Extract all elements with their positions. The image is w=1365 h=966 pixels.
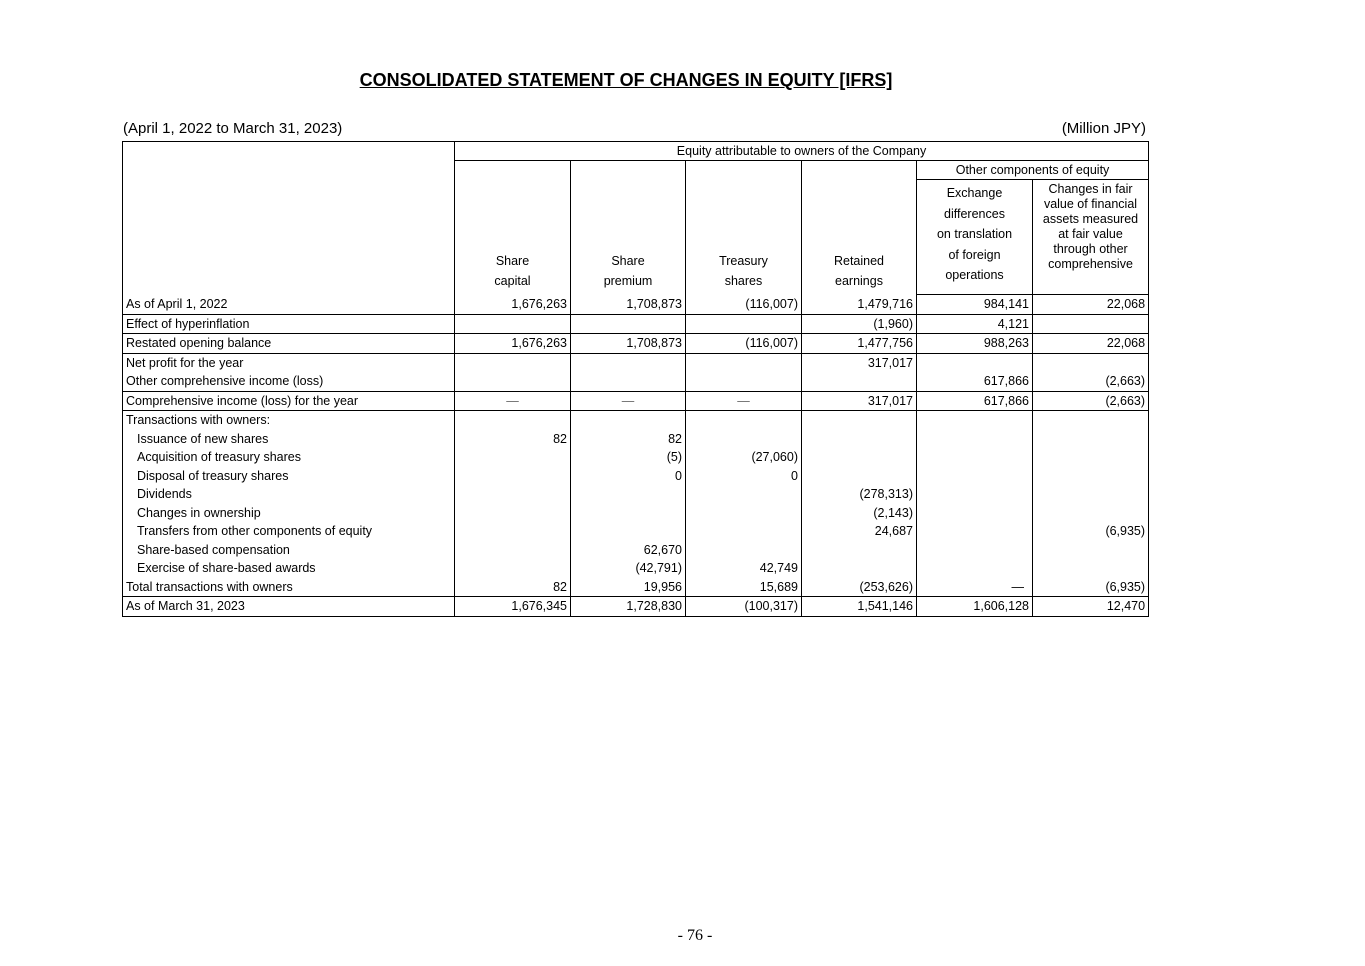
cell-retained-earnings: 1,479,716	[802, 295, 917, 315]
cell-treasury-shares: (116,007)	[686, 334, 802, 354]
cell-retained-earnings	[802, 448, 917, 467]
cell-share-capital: 1,676,345	[455, 597, 571, 617]
row-label: Disposal of treasury shares	[123, 467, 455, 486]
cell-treasury-shares: 0	[686, 467, 802, 486]
header-exchange-differences: Exchange differences on translation of foreign operations	[917, 180, 1033, 295]
row-label: Transfers from other components of equity	[123, 522, 455, 541]
cell-share-capital	[455, 559, 571, 578]
cell-share-capital: 1,676,263	[455, 295, 571, 315]
cell-exchange-differences	[917, 448, 1033, 467]
table-row	[123, 334, 1149, 354]
cell-treasury-shares	[686, 522, 802, 541]
cell-share-capital	[455, 314, 571, 334]
cell-fair-value	[1033, 411, 1149, 430]
row-label: Total transactions with owners	[123, 578, 455, 597]
cell-treasury-shares: 42,749	[686, 559, 802, 578]
cell-exchange-differences	[917, 485, 1033, 504]
cell-exchange-differences	[917, 467, 1033, 486]
cell-treasury-shares: 15,689	[686, 578, 802, 597]
cell-exchange-differences	[917, 504, 1033, 523]
cell-share-premium	[571, 411, 686, 430]
table-row	[123, 314, 1149, 334]
cell-share-premium	[571, 353, 686, 372]
table-row	[123, 372, 1149, 391]
cell-treasury-shares	[686, 430, 802, 449]
cell-retained-earnings	[802, 430, 917, 449]
cell-retained-earnings	[802, 467, 917, 486]
cell-share-premium: 82	[571, 430, 686, 449]
cell-fair-value	[1033, 430, 1149, 449]
table-row	[123, 541, 1149, 560]
cell-share-premium: 19,956	[571, 578, 686, 597]
cell-fair-value: (2,663)	[1033, 391, 1149, 411]
row-label: As of March 31, 2023	[123, 597, 455, 617]
cell-share-premium: (42,791)	[571, 559, 686, 578]
table-row	[123, 597, 1149, 617]
unit-label: (Million JPY)	[1061, 120, 1146, 137]
header-share-capital: Share capital	[455, 161, 571, 295]
cell-exchange-differences: 988,263	[917, 334, 1033, 354]
cell-retained-earnings	[802, 559, 917, 578]
cell-exchange-differences: —	[917, 578, 1033, 597]
cell-retained-earnings: (2,143)	[802, 504, 917, 523]
cell-retained-earnings: 1,541,146	[802, 597, 917, 617]
cell-exchange-differences: 1,606,128	[917, 597, 1033, 617]
table-row	[123, 485, 1149, 504]
cell-treasury-shares: —	[686, 391, 802, 411]
cell-treasury-shares	[686, 485, 802, 504]
cell-share-premium	[571, 504, 686, 523]
cell-fair-value	[1033, 541, 1149, 560]
cell-fair-value	[1033, 559, 1149, 578]
cell-exchange-differences	[917, 411, 1033, 430]
cell-treasury-shares	[686, 353, 802, 372]
cell-exchange-differences: 984,141	[917, 295, 1033, 315]
header-treasury-shares: Treasury shares	[686, 161, 802, 295]
cell-fair-value: 12,470	[1033, 597, 1149, 617]
cell-share-capital	[455, 372, 571, 391]
cell-treasury-shares: (27,060)	[686, 448, 802, 467]
cell-share-premium: 1,708,873	[571, 334, 686, 354]
cell-share-capital	[455, 448, 571, 467]
row-label: Comprehensive income (loss) for the year	[123, 391, 455, 411]
row-label: Changes in ownership	[123, 504, 455, 523]
cell-fair-value	[1033, 353, 1149, 372]
header-equity-group: Equity attributable to owners of the Company	[455, 142, 1149, 161]
cell-treasury-shares	[686, 314, 802, 334]
cell-share-premium: 1,708,873	[571, 295, 686, 315]
table-row	[123, 448, 1149, 467]
cell-retained-earnings	[802, 411, 917, 430]
cell-fair-value: (6,935)	[1033, 522, 1149, 541]
cell-retained-earnings	[802, 372, 917, 391]
header-label-cell	[123, 142, 455, 295]
cell-exchange-differences	[917, 353, 1033, 372]
cell-exchange-differences: 617,866	[917, 372, 1033, 391]
cell-retained-earnings: 24,687	[802, 522, 917, 541]
cell-share-premium	[571, 522, 686, 541]
header-share-premium: Share premium	[571, 161, 686, 295]
equity-statement-table	[122, 141, 1149, 617]
row-label: Acquisition of treasury shares	[123, 448, 455, 467]
row-label: Effect of hyperinflation	[123, 314, 455, 334]
table-row	[123, 295, 1149, 315]
cell-fair-value	[1033, 448, 1149, 467]
row-label: Restated opening balance	[123, 334, 455, 354]
cell-share-premium	[571, 372, 686, 391]
cell-share-capital	[455, 353, 571, 372]
table-row	[123, 559, 1149, 578]
cell-exchange-differences	[917, 559, 1033, 578]
header-retained-earnings: Retained earnings	[802, 161, 917, 295]
row-label: Exercise of share-based awards	[123, 559, 455, 578]
cell-fair-value: (6,935)	[1033, 578, 1149, 597]
cell-treasury-shares: (116,007)	[686, 295, 802, 315]
header-fair-value-changes: Changes in fair value of financial assets measured at fair value through other comprehensive	[1033, 180, 1149, 295]
cell-share-capital: 1,676,263	[455, 334, 571, 354]
table-row	[123, 391, 1149, 411]
cell-exchange-differences	[917, 522, 1033, 541]
table-row	[123, 522, 1149, 541]
cell-fair-value	[1033, 485, 1149, 504]
cell-share-premium: 1,728,830	[571, 597, 686, 617]
cell-share-premium	[571, 314, 686, 334]
cell-retained-earnings: 317,017	[802, 391, 917, 411]
table-row	[123, 467, 1149, 486]
cell-treasury-shares	[686, 541, 802, 560]
table-row	[123, 430, 1149, 449]
cell-retained-earnings	[802, 541, 917, 560]
cell-retained-earnings: (253,626)	[802, 578, 917, 597]
cell-share-premium: (5)	[571, 448, 686, 467]
cell-fair-value: (2,663)	[1033, 372, 1149, 391]
cell-share-premium: 62,670	[571, 541, 686, 560]
cell-share-premium	[571, 485, 686, 504]
cell-share-capital	[455, 541, 571, 560]
header-other-components: Other components of equity	[917, 161, 1149, 180]
cell-retained-earnings: (1,960)	[802, 314, 917, 334]
row-label: Dividends	[123, 485, 455, 504]
cell-share-premium: —	[571, 391, 686, 411]
table-row	[123, 578, 1149, 597]
row-label: Share-based compensation	[123, 541, 455, 560]
cell-exchange-differences: 4,121	[917, 314, 1033, 334]
cell-exchange-differences	[917, 430, 1033, 449]
cell-share-capital	[455, 504, 571, 523]
cell-treasury-shares	[686, 411, 802, 430]
cell-retained-earnings: (278,313)	[802, 485, 917, 504]
cell-treasury-shares: (100,317)	[686, 597, 802, 617]
cell-exchange-differences: 617,866	[917, 391, 1033, 411]
cell-fair-value	[1033, 467, 1149, 486]
row-label: Issuance of new shares	[123, 430, 455, 449]
cell-fair-value: 22,068	[1033, 295, 1149, 315]
page-title: CONSOLIDATED STATEMENT OF CHANGES IN EQUITY [IFRS]	[359, 70, 893, 90]
row-label: Transactions with owners:	[123, 411, 455, 430]
row-label: Other comprehensive income (loss)	[123, 372, 455, 391]
period-label: (April 1, 2022 to March 31, 2023)	[123, 120, 343, 137]
cell-share-capital	[455, 522, 571, 541]
cell-retained-earnings: 317,017	[802, 353, 917, 372]
table-row	[123, 353, 1149, 372]
cell-retained-earnings: 1,477,756	[802, 334, 917, 354]
cell-share-capital: 82	[455, 430, 571, 449]
cell-share-capital	[455, 411, 571, 430]
cell-fair-value: 22,068	[1033, 334, 1149, 354]
cell-exchange-differences	[917, 541, 1033, 560]
row-label: As of April 1, 2022	[123, 295, 455, 315]
cell-share-capital	[455, 485, 571, 504]
cell-treasury-shares	[686, 372, 802, 391]
table-row	[123, 411, 1149, 430]
cell-treasury-shares	[686, 504, 802, 523]
page-number: - 76 -	[677, 927, 713, 944]
cell-share-premium: 0	[571, 467, 686, 486]
cell-share-capital: 82	[455, 578, 571, 597]
table-row	[123, 504, 1149, 523]
cell-share-capital: —	[455, 391, 571, 411]
cell-share-capital	[455, 467, 571, 486]
cell-fair-value	[1033, 504, 1149, 523]
row-label: Net profit for the year	[123, 353, 455, 372]
cell-fair-value	[1033, 314, 1149, 334]
